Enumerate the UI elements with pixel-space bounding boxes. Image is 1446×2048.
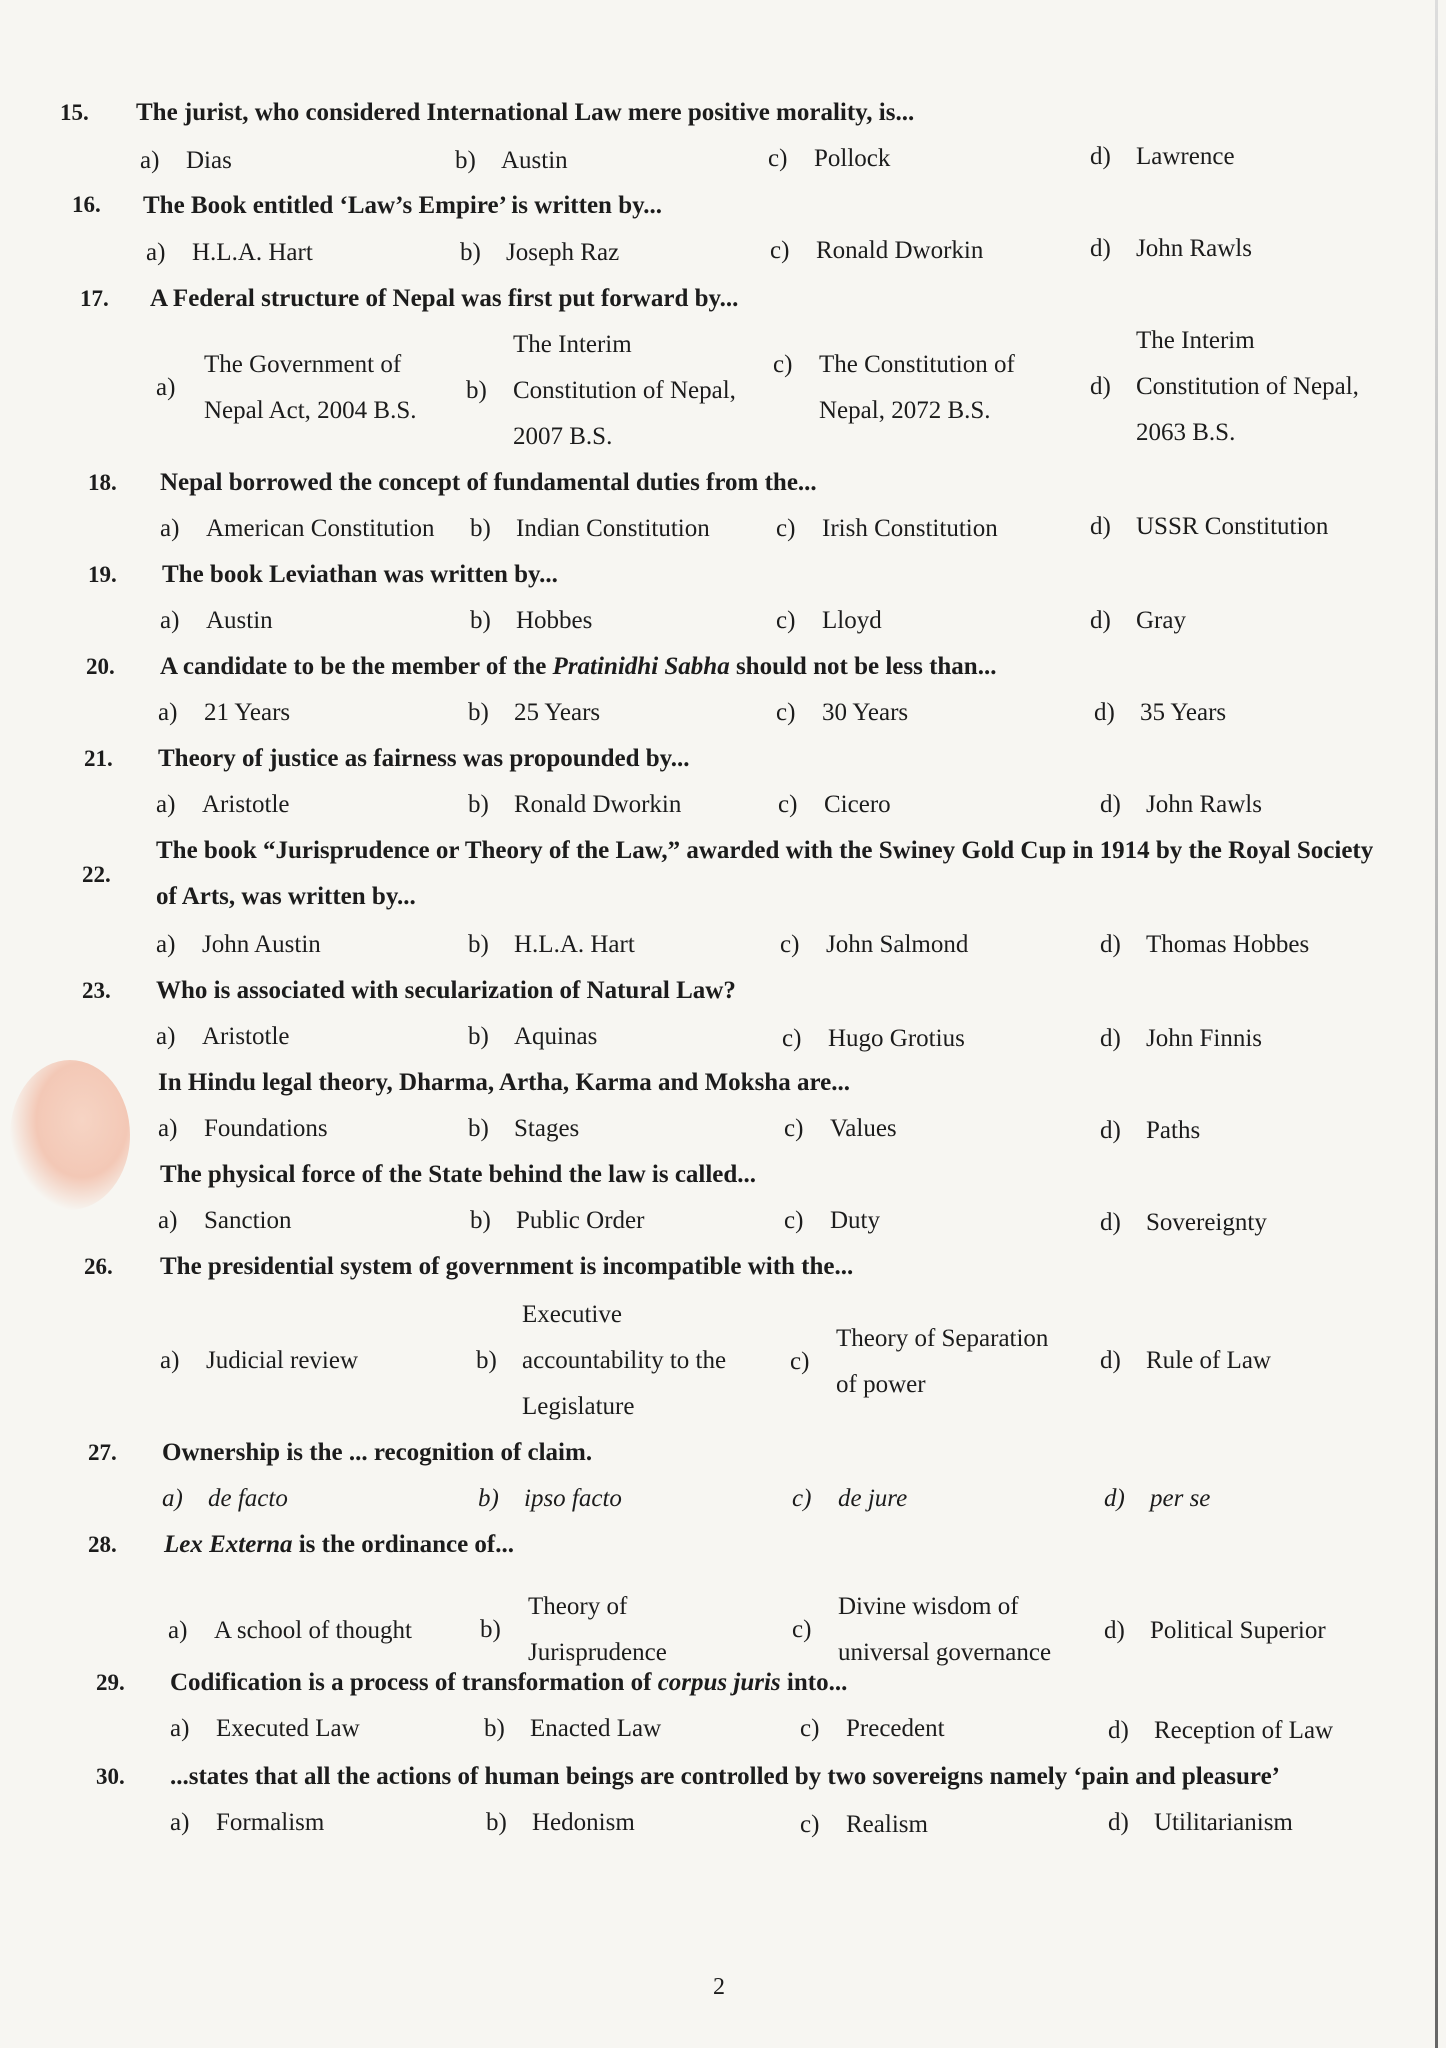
option-b: b) Hedonism	[486, 1809, 635, 1836]
question-text: A Federal structure of Nepal was first put forward by...	[150, 285, 739, 312]
option-a: a) 21 Years	[158, 699, 291, 726]
question-number: 26.	[84, 1254, 113, 1279]
option-a: a) John Austin	[156, 931, 321, 958]
page-number: 2	[713, 1974, 725, 2000]
option-a: a) Aristotle	[156, 791, 290, 818]
option-d: d) 35 Years	[1094, 699, 1227, 726]
option-a: a) American Constitution	[160, 515, 435, 542]
option-b: b) Stages	[468, 1115, 580, 1142]
option-a: a) Aristotle	[156, 1023, 290, 1050]
option-d: d) Reception of Law	[1108, 1717, 1334, 1744]
option-c: c) Ronald Dworkin	[770, 237, 984, 264]
question-number: 30.	[96, 1764, 125, 1789]
option-a: a) de facto	[162, 1485, 288, 1512]
question-text: The jurist, who considered International Law mere positive morality, is...	[136, 99, 915, 126]
option-a: a) A school of thought	[168, 1617, 412, 1644]
option-c: c) The Constitution of Nepal, 2072 B.S.	[773, 351, 1015, 424]
finger-smudge	[10, 1060, 130, 1210]
option-d: d) John Rawls	[1100, 791, 1262, 818]
option-b: b) Enacted Law	[484, 1715, 662, 1742]
option-a: a) Judicial review	[160, 1347, 359, 1374]
option-b: b) 25 Years	[468, 699, 601, 726]
option-d: d) Utilitarianism	[1108, 1809, 1293, 1836]
question-text: The presidential system of government is incompatible with the...	[160, 1253, 854, 1280]
option-c: c) Irish Constitution	[776, 515, 998, 542]
question-number: 28.	[88, 1532, 117, 1557]
option-c: c) Duty	[784, 1207, 880, 1234]
option-b: b) Aquinas	[468, 1023, 598, 1050]
question-number: 20.	[86, 654, 115, 679]
question-text: The physical force of the State behind the law is called...	[160, 1161, 757, 1188]
question-text: In Hindu legal theory, Dharma, Artha, Karma and Moksha are...	[158, 1069, 850, 1096]
option-b: b) Theory of Jurisprudence	[480, 1593, 667, 1666]
option-c: c) Pollock	[768, 145, 891, 172]
option-c: c) Cicero	[778, 791, 891, 818]
option-b: b) Executive accountability to the Legislature	[476, 1301, 727, 1420]
option-d: d) USSR Constitution	[1090, 513, 1329, 540]
option-a: a) Executed Law	[170, 1715, 360, 1742]
question-number: 23.	[82, 978, 111, 1003]
page-edge-shadow	[1435, 0, 1438, 2048]
option-c: c) Divine wisdom of universal governance	[792, 1593, 1052, 1666]
question-text: Lex Externa is the ordinance of...	[164, 1531, 514, 1558]
question-text: Codification is a process of transformation of corpus juris into...	[170, 1669, 848, 1696]
option-c: c) de jure	[792, 1485, 908, 1512]
option-d: d) Political Superior	[1104, 1617, 1326, 1644]
option-d: d) Lawrence	[1090, 143, 1235, 170]
question-number: 21.	[84, 746, 113, 771]
question-text: Who is associated with secularization of Natural Law?	[156, 977, 736, 1004]
option-b: b) The Interim Constitution of Nepal, 2007 B.S.	[466, 331, 736, 450]
option-b: b) Public Order	[470, 1207, 645, 1234]
option-b: b) Joseph Raz	[460, 239, 620, 266]
question-text: The Book entitled ‘Law’s Empire’ is written by...	[143, 192, 662, 219]
option-d: d) Gray	[1090, 607, 1186, 634]
question-number: 15.	[60, 100, 89, 125]
question-text: The book Leviathan was written by...	[162, 561, 558, 588]
option-a: a) Austin	[160, 607, 273, 634]
question-text: ...states that all the actions of human beings are controlled by two sovereigns namely ‘pain and pleasure’	[170, 1763, 1280, 1790]
option-d: d) Sovereignty	[1100, 1209, 1267, 1236]
option-b: b) Hobbes	[470, 607, 593, 634]
question-number: 18.	[88, 470, 117, 495]
question-text: Theory of justice as fairness was propounded by...	[158, 745, 690, 772]
option-b: b) Ronald Dworkin	[468, 791, 682, 818]
question-text: Nepal borrowed the concept of fundamental duties from the...	[160, 469, 817, 496]
question-number: 17.	[80, 286, 109, 311]
option-c: c) John Salmond	[780, 931, 969, 958]
option-a: a) Dias	[140, 147, 232, 174]
option-a: a) Foundations	[158, 1115, 328, 1142]
option-c: c) Precedent	[800, 1715, 945, 1742]
option-c: c) Hugo Grotius	[782, 1025, 965, 1052]
option-c: c) Lloyd	[776, 607, 882, 634]
question-number: 19.	[88, 562, 117, 587]
option-d: d) Thomas Hobbes	[1100, 931, 1310, 958]
question-text: Ownership is the ... recognition of claim.	[162, 1439, 593, 1466]
question-text: A candidate to be the member of the Pratinidhi Sabha should not be less than...	[160, 653, 997, 680]
option-a: a) H.L.A. Hart	[146, 239, 313, 266]
option-b: b) Indian Constitution	[470, 515, 710, 542]
option-d: d) Paths	[1100, 1117, 1201, 1144]
question-number: 16.	[72, 192, 101, 217]
option-a: a) Formalism	[170, 1809, 325, 1836]
option-c: c) Theory of Separation of power	[790, 1325, 1049, 1398]
option-d: d) The Interim Constitution of Nepal, 2063 B.S.	[1090, 327, 1359, 446]
option-b: b) Austin	[455, 147, 568, 174]
question-number: 29.	[96, 1670, 125, 1695]
option-d: d) per se	[1104, 1485, 1211, 1512]
option-a: a) Sanction	[158, 1207, 292, 1234]
option-b: b) ipso facto	[478, 1485, 622, 1512]
option-d: d) John Finnis	[1100, 1025, 1263, 1052]
question-number: 27.	[88, 1440, 117, 1465]
option-c: c) Values	[784, 1115, 897, 1142]
option-b: b) H.L.A. Hart	[468, 931, 635, 958]
question-number: 22.	[82, 862, 111, 887]
question-text: The book “Jurisprudence or Theory of the Law,” awarded with the Swiney Gold Cup in 1914 by the Royal Society of Arts, was written by...	[156, 837, 1374, 910]
option-d: d) John Rawls	[1090, 235, 1252, 262]
option-c: c) 30 Years	[776, 699, 909, 726]
option-c: c) Realism	[800, 1811, 928, 1838]
option-a: a) The Government of Nepal Act, 2004 B.S.	[156, 351, 417, 424]
option-d: d) Rule of Law	[1100, 1347, 1271, 1374]
